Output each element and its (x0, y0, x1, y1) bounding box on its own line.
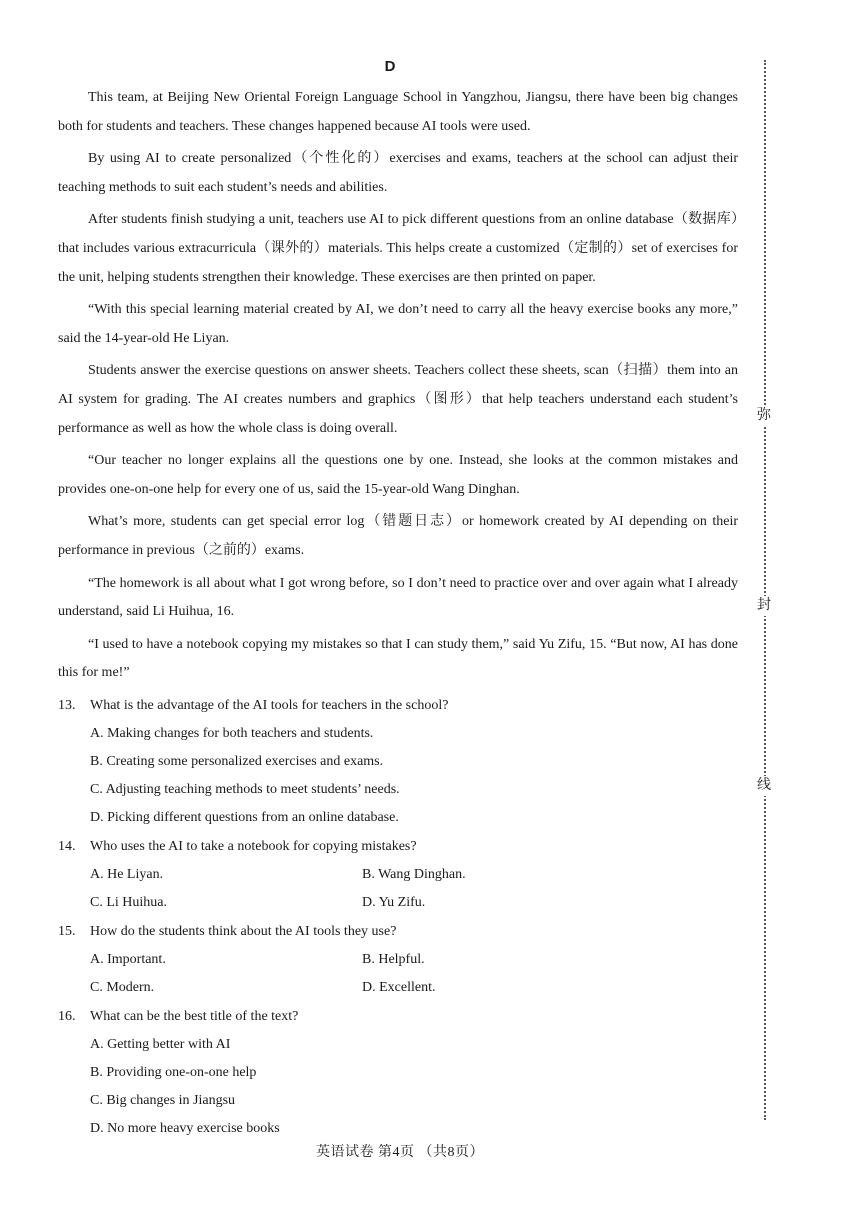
question-14 (58, 833, 738, 861)
binding-char-feng: 封 (752, 596, 776, 616)
option-a: A. Important. (90, 951, 166, 967)
option-d: D. No more heavy exercise books (90, 1120, 280, 1136)
option-d: D. Picking different questions from an online database. (90, 809, 399, 825)
question-text: How do the students think about the AI tools they use? (90, 923, 397, 939)
passage-paragraph: By using AI to create personalized（个性化的）exercises and exams, teachers at the school can adjust their teaching methods to suit each student’s needs and abilities. (58, 151, 738, 195)
question-number: 14. (58, 838, 76, 854)
option-d: D. Excellent. (362, 979, 436, 995)
option-d: D. Yu Zifu. (362, 894, 426, 910)
question-16 (58, 1003, 738, 1031)
question-15-options (58, 946, 738, 1002)
question-16-options (58, 1031, 738, 1143)
option-c: C. Big changes in Jiangsu (90, 1092, 236, 1108)
passage-paragraph: “The homework is all about what I got wrong before, so I don’t need to practice over and over again what I already understand, said Li Huihua, 16. (58, 575, 738, 620)
passage-paragraph: This team, at Beijing New Oriental Foreign Language School in Yangzhou, Jiangsu, there have been big changes both for students and teachers. These changes happened because AI tools were used. (58, 90, 738, 134)
binding-char-xian: 线 (752, 776, 776, 796)
option-c: C. Modern. (90, 979, 155, 995)
question-number: 16. (58, 1008, 76, 1024)
question-13-options (58, 720, 738, 832)
option-b: B. Creating some personalized exercises and exams. (90, 753, 384, 769)
binding-dotted-line (764, 60, 766, 1120)
option-c: C. Adjusting teaching methods to meet students’ needs. (90, 781, 400, 797)
passage-paragraph: “With this special learning material created by AI, we don’t need to carry all the heavy exercise books any more,” said the 14-year-old He Liyan. (58, 302, 738, 346)
option-a: A. Getting better with AI (90, 1036, 231, 1052)
page-footer: 英语试卷 第4页 （共8页） (316, 1145, 484, 1160)
option-a: A. He Liyan. (90, 866, 164, 882)
question-text: Who uses the AI to take a notebook for copying mistakes? (90, 838, 417, 854)
passage-paragraph: What’s more, students can get special error log（错题日志）or homework created by AI depending on their performance in previous（之前的）exams. (58, 514, 738, 558)
passage-paragraph: Students answer the exercise questions on answer sheets. Teachers collect these sheets, scan（扫描）them into an AI system for grading. The AI creates numbers and graphics（图形）that help teachers understand each student’s performance as well as how the whole class is doing overall. (58, 363, 738, 436)
passage-paragraph: “Our teacher no longer explains all the questions one by one. Instead, she looks at the common mistakes and provides one-on-one help for every one of us, said the 15-year-old Wang Dinghan. (58, 453, 738, 497)
passage-paragraph: After students finish studying a unit, teachers use AI to pick different questions from an online database（数据库）that includes various extracurricula（课外的）materials. This helps create a customized（定制的）set of exercises for the unit, helping students strengthen their knowledge. These exercises are then printed on paper. (58, 212, 738, 285)
passage-paragraph: “I used to have a notebook copying my mistakes so that I can study them,” said Yu Zifu, 15. “But now, AI has done this for me!” (58, 636, 738, 681)
option-a: A. Making changes for both teachers and students. (90, 725, 374, 741)
option-b: B. Wang Dinghan. (362, 866, 466, 882)
question-number: 13. (58, 697, 76, 713)
question-number: 15. (58, 923, 76, 939)
option-b: B. Helpful. (362, 951, 425, 967)
question-14-options (58, 861, 738, 917)
question-text: What can be the best title of the text? (90, 1008, 299, 1024)
question-13 (58, 692, 738, 720)
option-b: B. Providing one-on-one help (90, 1064, 257, 1080)
binding-char-mi: 弥 (752, 406, 776, 426)
question-text: What is the advantage of the AI tools for teachers in the school? (90, 697, 449, 713)
section-heading: D (384, 58, 396, 75)
question-15 (58, 918, 738, 946)
reading-passage-section (58, 84, 738, 1143)
option-c: C. Li Huihua. (90, 894, 167, 910)
